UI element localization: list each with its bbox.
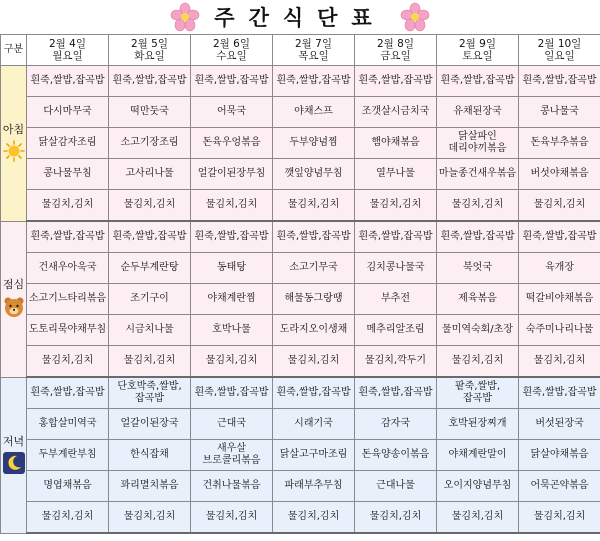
menu-row — [1, 66, 600, 97]
menu-cell: 소고기장조림 — [109, 128, 191, 159]
menu-row — [1, 377, 600, 409]
meal-label: 점심 — [2, 278, 25, 291]
day-header — [27, 35, 109, 66]
day-name: 화요일 — [134, 50, 165, 62]
menu-row — [1, 221, 600, 253]
menu-cell: 물김치,김치 — [355, 502, 437, 534]
day-name: 목요일 — [298, 50, 329, 62]
day-date: 2월 9일 — [459, 38, 496, 50]
menu-cell: 새우살 브로콜리볶음 — [191, 440, 273, 471]
page-title: 주간식단표 — [214, 6, 386, 30]
menu-cell: 한식잡채 — [109, 440, 191, 471]
menu-cell: 근대나물 — [355, 471, 437, 502]
menu-cell: 흰죽,쌀밥,잡곡밥 — [437, 221, 519, 253]
menu-cell: 건취나물볶음 — [191, 471, 273, 502]
flower-icon — [170, 2, 200, 32]
menu-row — [1, 253, 600, 284]
day-date: 2월 5일 — [131, 38, 168, 50]
menu-cell: 오이지양념무침 — [437, 471, 519, 502]
meal-section-1 — [1, 66, 27, 222]
menu-cell: 물김치,김치 — [355, 190, 437, 222]
menu-cell: 다시마무국 — [27, 97, 109, 128]
menu-row — [1, 471, 600, 502]
day-header — [519, 35, 600, 66]
menu-row — [1, 190, 600, 222]
menu-cell: 물김치,깍두기 — [355, 346, 437, 378]
menu-cell: 조기구이 — [109, 284, 191, 315]
sun-icon — [3, 140, 25, 162]
menu-row — [1, 284, 600, 315]
menu-cell: 버섯된장국 — [519, 409, 600, 440]
menu-row — [1, 159, 600, 190]
moon-icon — [3, 452, 25, 474]
menu-cell: 물김치,김치 — [27, 190, 109, 222]
menu-cell: 도토리묵야채무침 — [27, 315, 109, 346]
menu-cell: 물김치,김치 — [273, 190, 355, 222]
menu-cell: 고사리나물 — [109, 159, 191, 190]
menu-row — [1, 502, 600, 534]
menu-cell: 물김치,김치 — [519, 190, 600, 222]
menu-row — [1, 440, 600, 471]
day-date: 2월 6일 — [213, 38, 250, 50]
menu-cell: 김치콩나물국 — [355, 253, 437, 284]
menu-cell: 물김치,김치 — [27, 502, 109, 534]
day-header — [437, 35, 519, 66]
menu-cell: 떡갈비야채볶음 — [519, 284, 600, 315]
menu-cell: 호박된장찌개 — [437, 409, 519, 440]
menu-cell: 물김치,김치 — [191, 190, 273, 222]
menu-cell: 조갯살시금치국 — [355, 97, 437, 128]
menu-cell: 야채스프 — [273, 97, 355, 128]
page-title-bar — [0, 0, 600, 34]
day-date: 2월 4일 — [49, 38, 86, 50]
menu-cell: 어묵국 — [191, 97, 273, 128]
menu-cell: 해물동그랑땡 — [273, 284, 355, 315]
menu-cell: 흰죽,쌀밥,잡곡밥 — [273, 377, 355, 409]
menu-cell: 물김치,김치 — [27, 346, 109, 378]
menu-cell: 명엽채볶음 — [27, 471, 109, 502]
menu-cell: 시래기국 — [273, 409, 355, 440]
menu-cell: 물김치,김치 — [109, 190, 191, 222]
menu-cell: 야채계란말이 — [437, 440, 519, 471]
menu-cell: 호박나물 — [191, 315, 273, 346]
menu-cell: 흰죽,쌀밥,잡곡밥 — [27, 66, 109, 97]
menu-cell: 흰죽,쌀밥,잡곡밥 — [355, 66, 437, 97]
day-header — [355, 35, 437, 66]
menu-row — [1, 409, 600, 440]
menu-cell: 동태탕 — [191, 253, 273, 284]
menu-cell: 꽈리멸치볶음 — [109, 471, 191, 502]
bear-icon — [2, 295, 26, 319]
menu-cell: 흰죽,쌀밥,잡곡밥 — [191, 221, 273, 253]
menu-cell: 어묵곤약볶음 — [519, 471, 600, 502]
day-date: 2월 7일 — [295, 38, 332, 50]
menu-cell: 유채된장국 — [437, 97, 519, 128]
menu-row — [1, 128, 600, 159]
menu-cell: 도라지오이생채 — [273, 315, 355, 346]
menu-cell: 닭살감자조림 — [27, 128, 109, 159]
menu-cell: 물김치,김치 — [273, 346, 355, 378]
meal-label: 아침 — [2, 123, 25, 137]
menu-row — [1, 315, 600, 346]
menu-cell: 흰죽,쌀밥,잡곡밥 — [273, 66, 355, 97]
menu-cell: 돈육부추볶음 — [519, 128, 600, 159]
menu-cell: 흰죽,쌀밥,잡곡밥 — [519, 221, 600, 253]
menu-cell: 두부양념찜 — [273, 128, 355, 159]
corner-header: 구분 — [1, 35, 27, 66]
day-date: 2월 10일 — [537, 38, 582, 50]
meal-label: 저녁 — [2, 435, 25, 448]
day-name: 금요일 — [380, 50, 411, 62]
menu-cell: 얼갈이된장무침 — [191, 159, 273, 190]
menu-cell: 콩나물무침 — [27, 159, 109, 190]
menu-cell: 흰죽,쌀밥,잡곡밥 — [355, 377, 437, 409]
menu-cell: 물김치,김치 — [519, 346, 600, 378]
menu-cell: 흰죽,쌀밥,잡곡밥 — [109, 221, 191, 253]
menu-cell: 버섯야채볶음 — [519, 159, 600, 190]
menu-cell: 마늘종건새우볶음 — [437, 159, 519, 190]
menu-cell: 돈육양송이볶음 — [355, 440, 437, 471]
menu-cell: 떡만둣국 — [109, 97, 191, 128]
menu-body — [1, 66, 600, 534]
menu-cell: 물김치,김치 — [437, 346, 519, 378]
day-header — [273, 35, 355, 66]
menu-cell: 숙주미나리나물 — [519, 315, 600, 346]
menu-cell: 콩나물국 — [519, 97, 600, 128]
menu-cell: 햄야채볶음 — [355, 128, 437, 159]
meal-section-2 — [1, 221, 27, 377]
menu-cell: 흰죽,쌀밥,잡곡밥 — [109, 66, 191, 97]
menu-row — [1, 97, 600, 128]
menu-cell: 흰죽,쌀밥,잡곡밥 — [191, 377, 273, 409]
menu-cell: 흰죽,쌀밥,잡곡밥 — [519, 66, 600, 97]
menu-cell: 흰죽,쌀밥,잡곡밥 — [355, 221, 437, 253]
menu-cell: 감자국 — [355, 409, 437, 440]
flower-icon — [400, 2, 430, 32]
menu-cell: 흰죽,쌀밥,잡곡밥 — [191, 66, 273, 97]
menu-cell: 야채계란찜 — [191, 284, 273, 315]
weekly-menu-table — [0, 34, 600, 534]
menu-cell: 부추전 — [355, 284, 437, 315]
meal-section-3 — [1, 377, 27, 533]
day-header — [191, 35, 273, 66]
day-name: 일요일 — [544, 50, 575, 62]
menu-cell: 물김치,김치 — [191, 346, 273, 378]
menu-row — [1, 346, 600, 378]
day-date: 2월 8일 — [377, 38, 414, 50]
menu-cell: 물김치,김치 — [109, 502, 191, 534]
menu-cell: 제육볶음 — [437, 284, 519, 315]
day-header — [109, 35, 191, 66]
menu-cell: 순두부계란탕 — [109, 253, 191, 284]
menu-cell: 흰죽,쌀밥,잡곡밥 — [437, 66, 519, 97]
menu-cell: 물김치,김치 — [109, 346, 191, 378]
menu-cell: 물김치,김치 — [273, 502, 355, 534]
menu-cell: 닭살파인 데리야끼볶음 — [437, 128, 519, 159]
menu-cell: 흰죽,쌀밥,잡곡밥 — [27, 377, 109, 409]
day-name: 수요일 — [216, 50, 247, 62]
menu-cell: 물김치,김치 — [437, 502, 519, 534]
menu-cell: 육개장 — [519, 253, 600, 284]
menu-cell: 물미역숙회/초장 — [437, 315, 519, 346]
menu-cell: 두부계란부침 — [27, 440, 109, 471]
menu-cell: 근대국 — [191, 409, 273, 440]
menu-cell: 얼갈이된장국 — [109, 409, 191, 440]
menu-cell: 닭살야채볶음 — [519, 440, 600, 471]
menu-cell: 물김치,김치 — [191, 502, 273, 534]
header-row — [1, 35, 600, 66]
day-name: 월요일 — [52, 50, 83, 62]
menu-cell: 돈육우엉볶음 — [191, 128, 273, 159]
menu-cell: 소고기무국 — [273, 253, 355, 284]
menu-cell: 메추리알조림 — [355, 315, 437, 346]
menu-cell: 홍합살미역국 — [27, 409, 109, 440]
menu-cell: 물김치,김치 — [437, 190, 519, 222]
menu-cell: 물김치,김치 — [519, 502, 600, 534]
menu-cell: 팥죽,쌀밥, 잡곡밥 — [437, 377, 519, 409]
menu-cell: 시금치나물 — [109, 315, 191, 346]
menu-cell: 닭살고구마조림 — [273, 440, 355, 471]
menu-cell: 파래부추무침 — [273, 471, 355, 502]
menu-cell: 흰죽,쌀밥,잡곡밥 — [27, 221, 109, 253]
menu-cell: 흰죽,쌀밥,잡곡밥 — [273, 221, 355, 253]
menu-cell: 깻잎양념무침 — [273, 159, 355, 190]
menu-cell: 북엇국 — [437, 253, 519, 284]
menu-cell: 건새우아욱국 — [27, 253, 109, 284]
menu-cell: 흰죽,쌀밥,잡곡밥 — [519, 377, 600, 409]
menu-cell: 열무나물 — [355, 159, 437, 190]
menu-cell: 소고기느타리볶음 — [27, 284, 109, 315]
menu-cell: 단호박죽,쌀밥, 잡곡밥 — [109, 377, 191, 409]
day-name: 토요일 — [462, 50, 493, 62]
